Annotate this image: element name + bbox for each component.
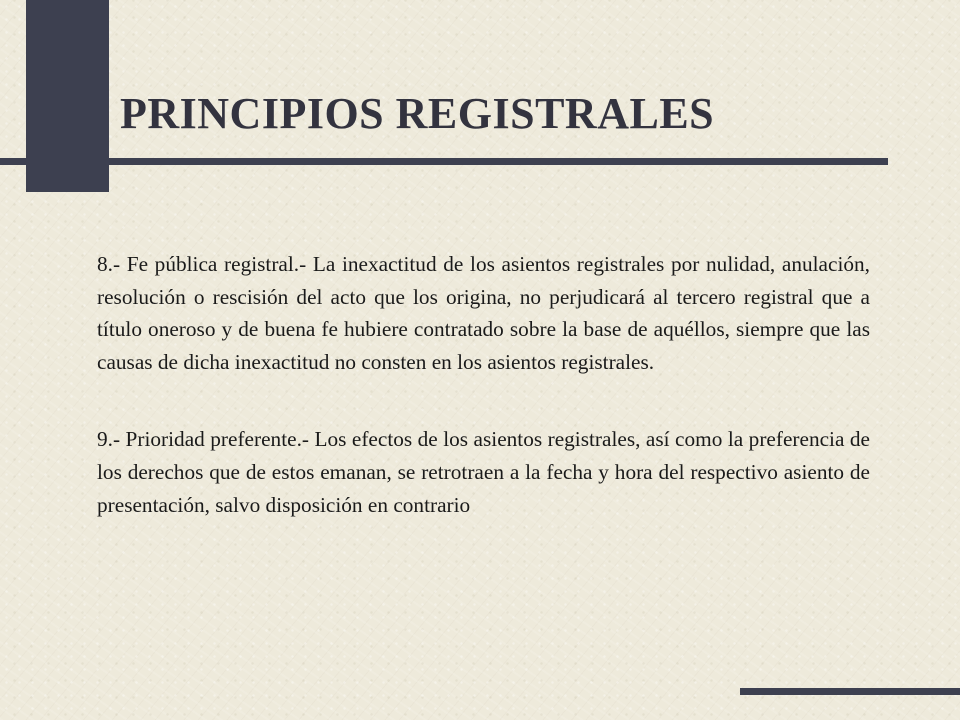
paragraph-fe-publica-registral: 8.- Fe pública registral.- La inexactitud de los asientos registrales por nulidad, anulación, resolución o rescisión del acto que los origina, no perjudicará al tercero registral que a título oneroso y de buena fe hubiere contratado sobre la base de aquéllos, siempre que las causas de dicha inexactitud no consten en los asientos registrales. bbox=[97, 252, 870, 374]
slide-title: PRINCIPIOS REGISTRALES bbox=[120, 89, 715, 138]
footer-divider bbox=[740, 688, 960, 695]
title-divider bbox=[0, 158, 888, 165]
paragraph-prioridad-preferente: 9.- Prioridad preferente.- Los efectos de los asientos registrales, así como la preferencia de los derechos que de estos emanan, se retrotraen a la fecha y hora del respectivo asiento de presentación, salvo disposición en contrario bbox=[97, 427, 870, 517]
slide-body bbox=[97, 248, 870, 521]
